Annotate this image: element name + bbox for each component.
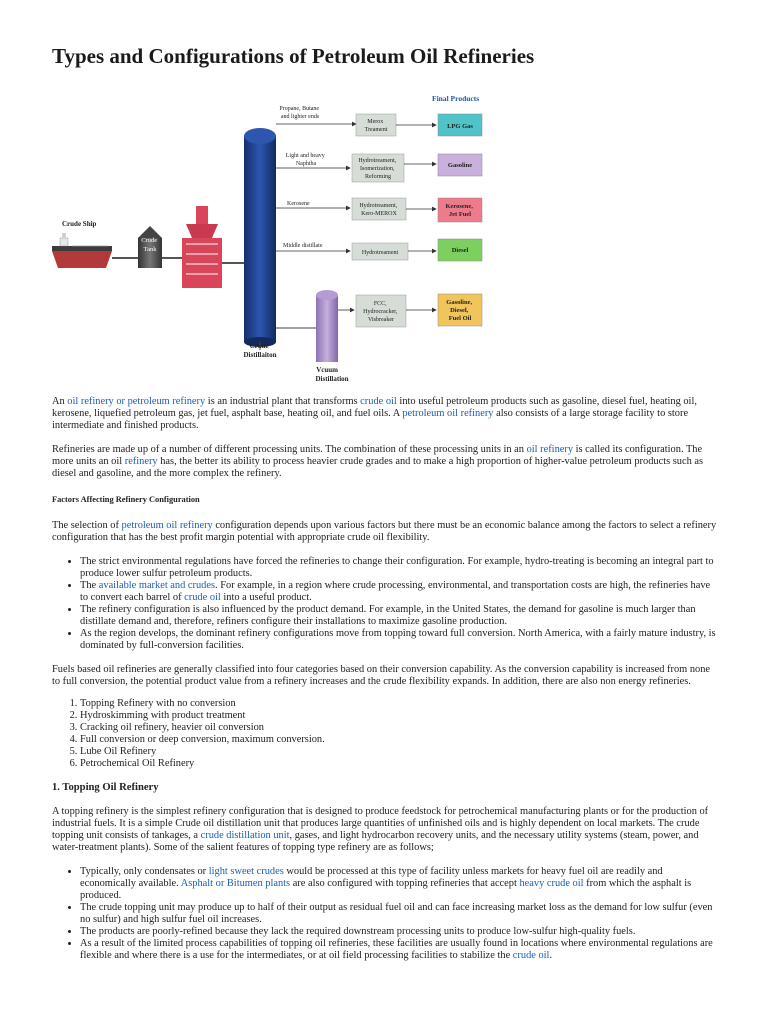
list-item <box>80 628 720 652</box>
text-segment: also consists of a large storage facility to store intermediate and finished products. <box>52 408 689 431</box>
product-box-lpg <box>438 114 482 136</box>
svg-text:Kerosene, Jet Fuel: Kerosene, Jet Fuel <box>445 203 473 218</box>
text-segment: would be processed at this type of facility unless markets for heavy fuel oil are readily and economically available. <box>80 866 663 889</box>
text-segment: is called its configuration. The more units an oil <box>52 444 703 467</box>
factors-paragraph <box>52 520 720 544</box>
text-segment: A topping refinery is the simplest refinery configuration that is designed to produce feedstock for petrochemical manufacturing plants or for the production of industrial fuels. It is a simple Crude oil distillation unit that produces large quantities of unfinished oils and is highly dependent on local markets. The crude topping unit consists of tankages, a <box>52 806 709 841</box>
text-segment: The refinery configuration is also influenced by the product demand. For example, in the United States, the demand for gasoline is much larger than distillate demand and, therefore, refiners configure their installations to maximize gasoline production. <box>80 604 696 627</box>
text-segment: into useful petroleum products such as gasoline, diesel fuel, heating oil, kerosene, liquefied petroleum gas, jet fuel, asphalt base, heating oil, and fuel oils. A <box>52 396 697 419</box>
svg-text:Merox Treament: Merox Treament <box>364 119 388 133</box>
text-segment: configuration depends upon various factors but there must be an economic balance among the factors to select a refinery configuration that has the best profit margin potential with appropriate crude oil flexibility. <box>52 520 717 543</box>
text-segment: The products are poorly-refined because they lack the required downstream processing units to produce low-sulfur high-quality fuels. <box>80 926 636 937</box>
refinery-flow-diagram <box>0 88 768 388</box>
stream-label-middle: Middle distillate <box>283 243 323 249</box>
inline-link[interactable]: heavy crude oil <box>519 878 584 889</box>
list-item <box>80 604 720 628</box>
text-segment: from which the asphalt is produced. <box>80 878 692 901</box>
text-segment: The crude topping unit may produce up to half of their output as residual fuel oil and can face increasing market loss as the demand for low sulfur (even no sulfur) and high sulfur fuel oil increases. <box>80 902 713 925</box>
text-segment: are also configured with topping refineries that accept <box>290 878 520 889</box>
text-segment: The strict environmental regulations have forced the refineries to change their configuration. For example, hydro-treating is becoming an integral part to produce lower sulfur petroleum products. <box>80 556 714 579</box>
text-segment: into a useful product. <box>220 592 312 603</box>
svg-text:Hydrotreament, Isomeri: Hydrotreament, Isomerization, Reforming <box>358 158 397 180</box>
text-segment: is an industrial plant that transforms <box>205 396 361 407</box>
topping-heading: 1. Topping Oil Refinery <box>52 782 159 793</box>
inline-link[interactable]: oil refinery or petroleum refinery <box>67 396 206 407</box>
product-box-diesel <box>438 239 482 261</box>
list-item: 2. Hydroskimming with product treatment <box>80 710 720 722</box>
process-box-hydrotreatment <box>352 243 408 260</box>
vacuum-distillation-column <box>316 290 338 362</box>
list-item <box>80 926 720 938</box>
inline-link[interactable]: available market and crudes <box>98 580 216 591</box>
svg-text:LPG Gas: LPG Gas <box>447 123 473 130</box>
topping-list <box>52 866 720 962</box>
inline-link[interactable]: Asphalt or Bitumen plants <box>180 878 291 889</box>
crude-ship-label: Crude Ship <box>62 220 97 228</box>
text-segment: Refineries are made up of a number of different processing units. The combination of these processing units in an <box>52 444 527 455</box>
list-item <box>80 938 720 962</box>
svg-text:Gasoline, Diesel,: Gasoline, Diesel, Fuel Oil <box>446 299 473 322</box>
process-box-merox <box>356 114 396 136</box>
svg-text:Diesel: Diesel <box>451 247 469 254</box>
factors-list <box>52 556 720 652</box>
inline-link[interactable]: crude oil <box>360 396 397 407</box>
intro-paragraph-2 <box>52 444 720 480</box>
list-item <box>80 556 720 580</box>
text-segment: , gases, and light hydrocarbon recovery units, and the necessary utility systems (steam, power, and water-treatment plants). Some of the salient features of topping type refinery are as follows; <box>52 830 699 853</box>
inline-link[interactable]: light sweet crudes <box>208 866 284 877</box>
categories-list <box>52 698 720 770</box>
text-segment: As the region develops, the dominant refinery configurations move from topping toward full conversion. North America, with a fairly mature industry, is dominated by full-conversion facilities. <box>80 628 716 651</box>
text-segment: As a result of the limited process capabilities of topping oil refineries, these facilities are usually found in locations where environmental regulations are flexible and where there is a use for the intermediates, or at oil field processing facilities to stabilize the <box>80 938 713 961</box>
product-box-gasoline <box>438 154 482 176</box>
text-segment: Typically, only condensates or <box>80 866 209 877</box>
inline-link[interactable]: crude oil <box>512 950 550 961</box>
intro-paragraph-1 <box>52 396 720 432</box>
article-body <box>52 396 720 974</box>
list-item: 6. Petrochemical Oil Refinery <box>80 758 720 770</box>
list-item: 4. Full conversion or deep conversion, maximum conversion. <box>80 734 720 746</box>
page-title: Types and Configurations of Petroleum Oil Refineries <box>52 44 535 68</box>
crude-distillation-column <box>244 128 276 347</box>
list-item: 3. Cracking oil refinery, heavier oil conversion <box>80 722 720 734</box>
process-box-kero-merox <box>352 198 406 220</box>
svg-text:Hydrotreament, Kero-ME: Hydrotreament, Kero-MEROX <box>359 203 398 217</box>
inline-link[interactable]: crude distillation unit <box>200 830 290 841</box>
product-box-kerosene <box>438 198 482 222</box>
text-segment: . <box>549 950 553 961</box>
list-item <box>80 580 720 604</box>
text-segment: An <box>52 396 68 407</box>
svg-text:Gasoline: Gasoline <box>447 162 473 169</box>
inline-link[interactable]: oil refinery <box>526 444 574 455</box>
categories-paragraph: Fuels based oil refineries are generally classified into four categories based on their conversion capability. As the conversion capability is increased from none to full conversion, the potential product value from a refinery increases and the crude flexibility expands. In addition, there are also non energy refineries. <box>52 664 711 687</box>
stream-label-kerosene: Kerosene <box>287 201 310 207</box>
product-box-mixed <box>438 294 482 326</box>
inline-link[interactable]: crude oil <box>184 592 221 603</box>
crude-ship-icon <box>52 233 112 268</box>
topping-paragraph <box>52 806 720 854</box>
final-products-label: Final Products <box>432 94 480 103</box>
stream-label-naphtha: Light and heavy Naphtha <box>285 153 325 167</box>
text-segment: The selection of <box>52 520 122 531</box>
inline-link[interactable]: refinery <box>124 456 158 467</box>
list-item <box>80 866 720 902</box>
vacuum-distillation-label: Vcuum Distillation <box>315 366 349 383</box>
text-segment: . For example, in a region where crude processing, environmental, and transportation costs are high, the refineries have to convert each barrel of <box>80 580 711 603</box>
svg-text:Hydrotreament: Hydrotreament <box>361 250 399 256</box>
list-item: 5. Lube Oil Refinery <box>80 746 720 758</box>
stream-label-propane: Propane, Butane and lighter ends <box>279 106 320 120</box>
factors-heading: Factors Affecting Refinery Configuration <box>52 495 200 504</box>
process-box-hydro-reforming <box>352 154 404 182</box>
crude-distillation-label: Crude Distillaiton <box>243 342 277 359</box>
text-segment: The <box>80 580 99 591</box>
svg-text:FCC, Hydrocracker,: FCC, Hydrocracker, Visbreaker <box>363 301 398 323</box>
text-segment: has, the better its ability to process heavier crude grades and to make a high proportion of higher-value petroleum products such as diesel and gasoline, and the more complex the refinery. <box>52 456 704 479</box>
process-box-fcc <box>356 295 406 327</box>
crude-tank-label: Crude Tank <box>141 237 158 253</box>
list-item: 1. Topping Refinery with no conversion <box>80 698 720 710</box>
list-item <box>80 902 720 926</box>
furnace-icon <box>182 206 222 288</box>
inline-link[interactable]: petroleum oil refinery <box>121 520 213 531</box>
inline-link[interactable]: petroleum oil refinery <box>402 408 494 419</box>
